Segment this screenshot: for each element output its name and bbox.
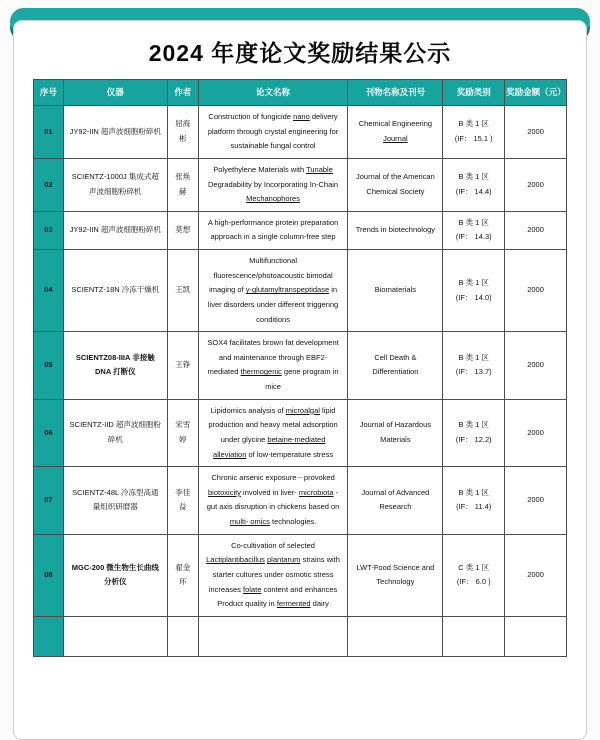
cell-index: 02	[34, 158, 64, 211]
cell-journal: Journal of Hazardous Materials	[348, 399, 443, 467]
cell-paper-title: Polyethylene Materials with Tunable Degradability by Incorporating In-Chain Mechanophores	[198, 158, 348, 211]
cell-journal: Chemical Engineering Journal	[348, 106, 443, 159]
cell-index: 04	[34, 250, 64, 332]
cell-instrument: SCIENTZ-18N 冷冻干燥机	[63, 250, 167, 332]
cell-instrument: SCIENTZ08-IIIA 非接触 DNA 打断仪	[63, 332, 167, 400]
table-row-partial	[34, 616, 567, 656]
cell-journal: Trends in biotechnology	[348, 211, 443, 249]
cell-amount: 2000	[505, 399, 567, 467]
cell-journal: Journal of the American Chemical Society	[348, 158, 443, 211]
cell-instrument: JY92-IIN 超声波细胞粉碎机	[63, 106, 167, 159]
cell-instrument: SCIENTZ-IID 超声波细胞粉碎机	[63, 399, 167, 467]
cell-empty	[167, 616, 198, 656]
table-row	[34, 211, 567, 249]
cell-instrument: SCIENTZ-1000J 集成式超声波细胞粉碎机	[63, 158, 167, 211]
cell-index: 08	[34, 534, 64, 616]
cell-category: B 类 1 区 (IF： 14.4)	[443, 158, 505, 211]
cell-amount: 2000	[505, 467, 567, 535]
table-row	[34, 250, 567, 332]
table-row	[34, 106, 567, 159]
cell-amount: 2000	[505, 158, 567, 211]
table-header	[34, 80, 567, 106]
cell-amount: 2000	[505, 211, 567, 249]
column-header-3: 论文名称	[198, 80, 348, 106]
cell-journal: Biomaterials	[348, 250, 443, 332]
column-header-0: 序号	[34, 80, 64, 106]
cell-author: 王凯	[167, 250, 198, 332]
cell-category: C 类 1 区 (IF： 6.0 )	[443, 534, 505, 616]
cell-paper-title: Chronic arsenic exposure－provoked biotoxicity involved in liver- microbiota -gut axis disruption in chickens based on multi- omics technologies.	[198, 467, 348, 535]
cell-paper-title: A high-performance protein preparation approach in a single column-free step	[198, 211, 348, 249]
column-header-1: 仪器	[63, 80, 167, 106]
cell-index: 06	[34, 399, 64, 467]
table-row	[34, 158, 567, 211]
cell-amount: 2000	[505, 332, 567, 400]
cell-instrument: MGC-200 微生物生长曲线分析仪	[63, 534, 167, 616]
cell-author: 翟金环	[167, 534, 198, 616]
cell-category: B 类 1 区 (IF： 15.1 )	[443, 106, 505, 159]
document-card	[13, 20, 587, 740]
column-header-5: 奖励类别	[443, 80, 505, 106]
cell-category: B 类 1 区 (IF： 13.7)	[443, 332, 505, 400]
cell-amount: 2000	[505, 250, 567, 332]
cell-author: 莫想	[167, 211, 198, 249]
cell-journal: LWT-Food Science and Technology	[348, 534, 443, 616]
cell-journal: Journal of Advanced Research	[348, 467, 443, 535]
cell-author: 张焕赫	[167, 158, 198, 211]
cell-instrument: JY92-IIN 超声波细胞粉碎机	[63, 211, 167, 249]
table-body	[34, 106, 567, 657]
column-header-6: 奖励金额（元）	[505, 80, 567, 106]
cell-author: 屈海彬	[167, 106, 198, 159]
cell-index	[34, 616, 64, 656]
column-header-2: 作者	[167, 80, 198, 106]
cell-empty	[348, 616, 443, 656]
table-row	[34, 534, 567, 616]
cell-author: 王铮	[167, 332, 198, 400]
cell-author: 李佳益	[167, 467, 198, 535]
cell-index: 03	[34, 211, 64, 249]
cell-paper-title: SOX4 facilitates brown fat development and maintenance through EBF2-mediated thermogenic gene program in mice	[198, 332, 348, 400]
cell-category: B 类 1 区 (IF： 14.0)	[443, 250, 505, 332]
cell-amount: 2000	[505, 534, 567, 616]
cell-author: 宋雪婷	[167, 399, 198, 467]
cell-index: 05	[34, 332, 64, 400]
cell-index: 07	[34, 467, 64, 535]
cell-journal: Cell Death & Differentiation	[348, 332, 443, 400]
cell-instrument: SCIENTZ-48L 冷冻型高通量组织研磨器	[63, 467, 167, 535]
cell-paper-title: Multifunctional fluorescence/photoacoustic bimodal imaging of γ-glutamyltranspeptidase in liver disorders under different triggering conditions	[198, 250, 348, 332]
cell-amount: 2000	[505, 106, 567, 159]
cell-empty	[443, 616, 505, 656]
cell-category: B 类 1 区 (IF： 11.4)	[443, 467, 505, 535]
table-row	[34, 467, 567, 535]
table-row	[34, 399, 567, 467]
table-header-row	[34, 80, 567, 106]
cell-empty	[505, 616, 567, 656]
cell-index: 01	[34, 106, 64, 159]
cell-paper-title: Construction of fungicide nano delivery platform through crystal engineering for sustainable fungal control	[198, 106, 348, 159]
page-title: 2024 年度论文奖励结果公示	[148, 40, 452, 66]
awards-table	[33, 79, 567, 657]
cell-empty	[198, 616, 348, 656]
table-row	[34, 332, 567, 400]
column-header-4: 刊物名称及刊号	[348, 80, 443, 106]
cell-empty	[63, 616, 167, 656]
cell-paper-title: Lipidomics analysis of microalgal lipid production and heavy metal adsorption under glycine betaine-mediated alleviation of low-temperature stress	[198, 399, 348, 467]
cell-category: B 类 1 区 (IF： 14.3)	[443, 211, 505, 249]
cell-category: B 类 1 区 (IF： 12.2)	[443, 399, 505, 467]
cell-paper-title: Co-cultivation of selected Lactiplantibacillus plantarum strains with starter cultures under osmotic stress increases folate content and enhances Product quality in fermented dairy	[198, 534, 348, 616]
